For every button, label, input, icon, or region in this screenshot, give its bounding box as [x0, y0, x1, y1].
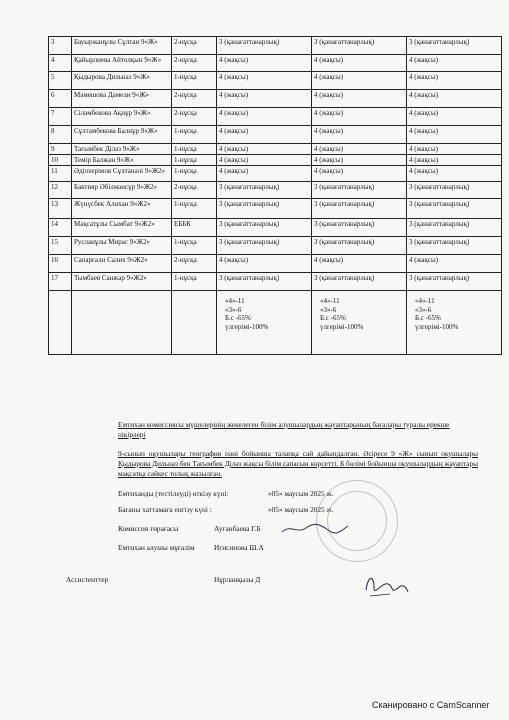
row-number: 13: [49, 199, 72, 219]
table-row: [49, 199, 502, 219]
student-name: Русланұлы Мирас 9«Ж2»: [72, 237, 172, 255]
row-number: 12: [49, 182, 72, 199]
grade-2: 3 (қанағаттанарлық): [312, 182, 407, 199]
stats-cell: [407, 291, 502, 355]
stat-line: үлгерімі-100%: [225, 322, 269, 331]
student-name: Сапарғали Салих 9«Ж2»: [72, 255, 172, 273]
grade-2: 3 (қанағаттанарлық): [312, 237, 407, 255]
grade-2: 4 (жақсы): [312, 144, 407, 155]
grade-3: 3 (қанағаттанарлық): [407, 219, 502, 237]
stat-line: «4»-11: [225, 297, 245, 305]
table-row: [49, 237, 502, 255]
grade-3: 4 (жақсы): [407, 144, 502, 155]
grade-3: 4 (жақсы): [407, 108, 502, 126]
table-row: [49, 155, 502, 166]
empty-cell: [172, 291, 217, 355]
exam-date-label: Емтиханды (тестілеуді) өткізу күні:: [118, 489, 229, 498]
table-row: [49, 108, 502, 126]
student-name: Тағымбек Діләз 9«Ж»: [72, 144, 172, 155]
variant: 2-нұсқа: [172, 37, 217, 55]
table-row: [49, 255, 502, 273]
variant: 2-нұсқа: [172, 90, 217, 108]
assistant-signature: [360, 570, 410, 600]
stat-line: «3»-6: [320, 305, 337, 314]
grade-2: 4 (жақсы): [312, 108, 407, 126]
row-number: 8: [49, 126, 72, 144]
student-name: Жүнүсбек Алихан 9«Ж2»: [72, 199, 172, 219]
stat-line: «3»-6: [225, 305, 242, 314]
grade-1: 4 (жақсы): [217, 166, 312, 182]
grade-1: 4 (жақсы): [217, 144, 312, 155]
grade-3: 4 (жақсы): [407, 72, 502, 90]
row-number: 15: [49, 237, 72, 255]
table-row: [49, 55, 502, 72]
grade-2: 3 (қанағаттанарлық): [312, 219, 407, 237]
row-number: 10: [49, 155, 72, 166]
variant: 1-нұсқа: [172, 273, 217, 291]
chair-name: Ауганбаева Г.Б: [214, 524, 261, 533]
grade-1: 4 (жақсы): [217, 108, 312, 126]
grade-2: 4 (жақсы): [312, 166, 407, 182]
stats-row: [49, 291, 502, 355]
stat-line: Б.с -65%: [415, 314, 441, 322]
grade-2: 3 (қанағаттанарлық): [312, 199, 407, 219]
table-row: [49, 273, 502, 291]
assistants-label: Ассистенттер: [66, 575, 109, 584]
student-name: Сілəмбекова Ақнұр 9«Ж»: [72, 108, 172, 126]
stat-line: «4»-11: [320, 297, 340, 305]
grade-3: 4 (жақсы): [407, 155, 502, 166]
grade-3: 4 (жақсы): [407, 255, 502, 273]
grades-table: [48, 36, 502, 355]
grade-1: 4 (жақсы): [217, 55, 312, 72]
table-row: [49, 219, 502, 237]
row-number: 3: [49, 37, 72, 55]
variant: 1-нұсқа: [172, 72, 217, 90]
grade-2: 4 (жақсы): [312, 126, 407, 144]
student-name: Тымбаев Санжар 9«Ж2»: [72, 273, 172, 291]
student-name: Мамешова Дамели 9«Ж»: [72, 90, 172, 108]
student-name: Бауыржанұлы Сұлтан 9«Ж»: [72, 37, 172, 55]
grade-3: 4 (жақсы): [407, 90, 502, 108]
variant: ЕББК: [172, 219, 217, 237]
comments-paragraph: 9-сынып оқушылары география пәні бойынша талапқа сай дайындалған. Әсіресе 9 «Ж» сынып оқушылары Қыдырова Дильназ бен Тағымбек Діләз жақсы білім сапасын көрсетті. Б бөлімі бойынша оқушылардың жауаптары мақсатқа сәйкес толық жазылған.: [118, 449, 478, 478]
protocol-date-label: Бағаны хаттамаға енгізу күні :: [118, 505, 212, 514]
stat-line: үлгерімі-100%: [320, 322, 364, 331]
grade-2: 4 (жақсы): [312, 72, 407, 90]
teacher-name: Игисинова Ш.А: [214, 543, 264, 552]
grade-2: 4 (жақсы): [312, 90, 407, 108]
grade-1: 4 (жақсы): [217, 72, 312, 90]
official-stamp: [316, 480, 398, 562]
stats-cell: [312, 291, 407, 355]
grade-1: 3 (қанағаттанарлық): [217, 237, 312, 255]
chair-signature: [280, 522, 350, 536]
grade-2: 4 (жақсы): [312, 55, 407, 72]
stat-line: «4»-11: [415, 297, 435, 305]
teacher-label: Емтихан алушы мұғалім: [118, 543, 195, 552]
student-name: Қайырлиева Айтолқын 9«Ж»: [72, 55, 172, 72]
variant: 2-нұсқа: [172, 182, 217, 199]
grade-1: 3 (қанағаттанарлық): [217, 219, 312, 237]
table-row: [49, 37, 502, 55]
grade-3: 4 (жақсы): [407, 55, 502, 72]
row-number: 11: [49, 166, 72, 182]
grade-2: 4 (жақсы): [312, 255, 407, 273]
variant: 1-нұсқа: [172, 144, 217, 155]
variant: 1-нұсқа: [172, 126, 217, 144]
grade-1: 4 (жақсы): [217, 155, 312, 166]
table-row: [49, 126, 502, 144]
exam-date-value: «05» маусым 2025 ж.: [268, 489, 334, 498]
grade-3: 4 (жақсы): [407, 166, 502, 182]
grade-1: 3 (қанағаттанарлық): [217, 273, 312, 291]
student-name: Темір Балжан 9«Ж»: [72, 155, 172, 166]
student-name: Бактияр Әбілмансұр 9«Ж2»: [72, 182, 172, 199]
variant: 1-нұсқа: [172, 237, 217, 255]
student-name: Әділхерімов Сұлтанəлі 9«Ж2»: [72, 166, 172, 182]
grade-1: 3 (қанағаттанарлық): [217, 199, 312, 219]
stat-line: Б.с -65%: [225, 314, 251, 322]
chair-label: Комиссия төрағасы: [118, 524, 179, 533]
student-name: Сұлтамбекова Балнұр 9«Ж»: [72, 126, 172, 144]
grade-3: 3 (қанағаттанарлық): [407, 199, 502, 219]
student-name: Қыдырова Дильназ 9«Ж»: [72, 72, 172, 90]
comments-title: Емтихан комиссиясы мүшелерінің жекелеген білім алушылардың жауаптарының бағалары туралы ерекше пікірлері: [118, 420, 450, 439]
table-row: [49, 182, 502, 199]
grade-3: 3 (қанағаттанарлық): [407, 273, 502, 291]
grade-1: 3 (қанағаттанарлық): [217, 37, 312, 55]
variant: 1-нұсқа: [172, 166, 217, 182]
table-row: [49, 166, 502, 182]
row-number: 7: [49, 108, 72, 126]
grade-1: 3 (қанағаттанарлық): [217, 182, 312, 199]
grade-3: 3 (қанағаттанарлық): [407, 237, 502, 255]
grade-1: 4 (жақсы): [217, 126, 312, 144]
stat-line: «3»-6: [415, 305, 432, 314]
student-name: Мақсатұлы Сымбат 9«Ж2»: [72, 219, 172, 237]
grade-1: 4 (жақсы): [217, 255, 312, 273]
table-row: [49, 90, 502, 108]
row-number: 14: [49, 219, 72, 237]
assistants-name: Нұрланқызы Д: [214, 575, 261, 584]
variant: 2-нұсқа: [172, 255, 217, 273]
row-number: 17: [49, 273, 72, 291]
variant: 2-нұсқа: [172, 108, 217, 126]
empty-cell: [49, 291, 72, 355]
stats-cell: [217, 291, 312, 355]
grade-2: 3 (қанағаттанарлық): [312, 37, 407, 55]
row-number: 9: [49, 144, 72, 155]
row-number: 16: [49, 255, 72, 273]
table-row: [49, 72, 502, 90]
grade-3: 4 (жақсы): [407, 126, 502, 144]
variant: 1-нұсқа: [172, 155, 217, 166]
stat-line: үлгерімі-100%: [415, 322, 459, 331]
table-row: [49, 144, 502, 155]
protocol-date-value: «05» маусым 2025 ж.: [268, 505, 334, 514]
grade-3: 3 (қанағаттанарлық): [407, 182, 502, 199]
stat-line: Б.с -65%: [320, 314, 346, 322]
variant: 2-нұсқа: [172, 55, 217, 72]
grade-2: 4 (жақсы): [312, 155, 407, 166]
grade-2: 3 (қанағаттанарлық): [312, 273, 407, 291]
grade-1: 4 (жақсы): [217, 90, 312, 108]
row-number: 5: [49, 72, 72, 90]
row-number: 6: [49, 90, 72, 108]
empty-cell: [72, 291, 172, 355]
scanner-watermark: Сканировано с CamScanner: [372, 700, 490, 710]
row-number: 4: [49, 55, 72, 72]
variant: 1-нұсқа: [172, 199, 217, 219]
grade-3: 3 (қанағаттанарлық): [407, 37, 502, 55]
